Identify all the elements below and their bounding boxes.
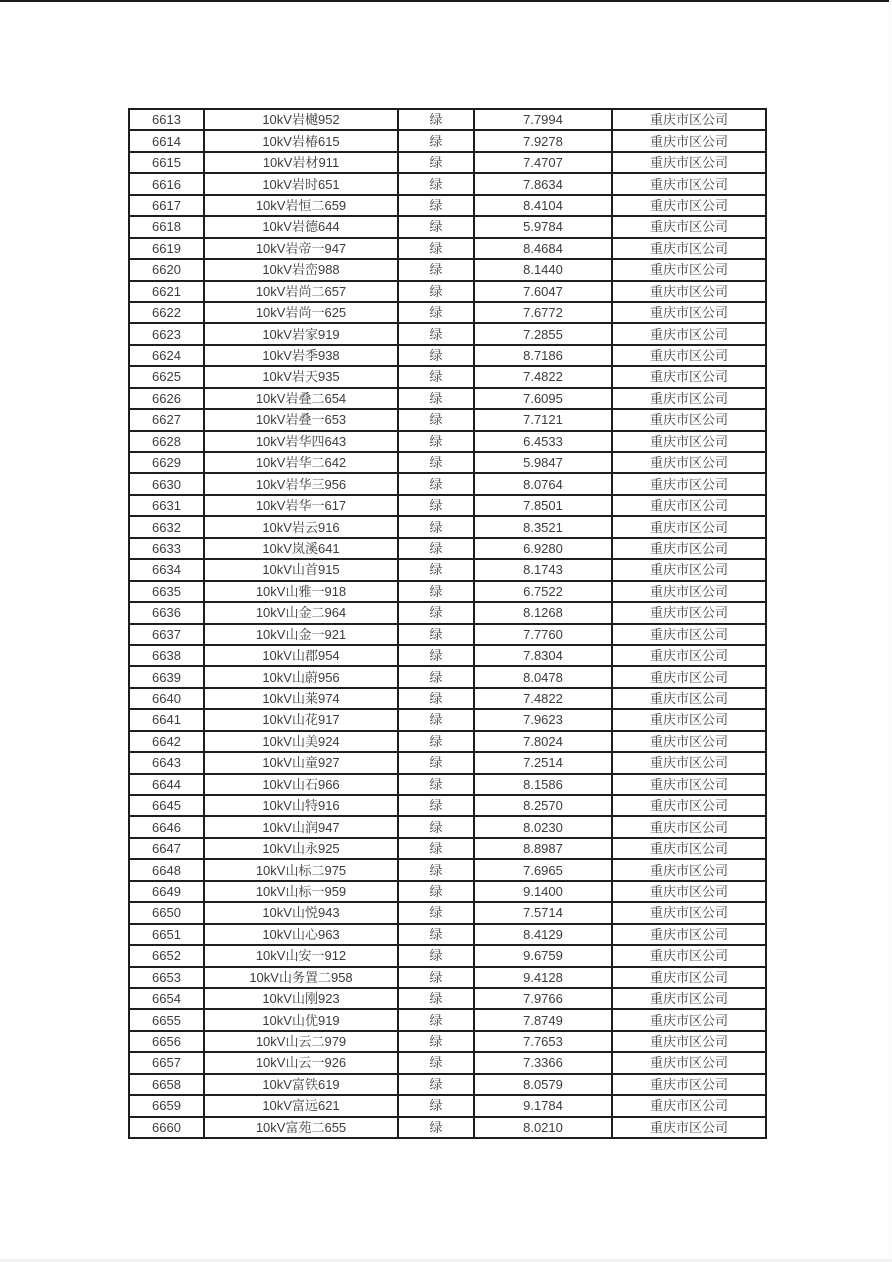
row-id-cell: 6658 — [129, 1074, 204, 1095]
company-cell: 重庆市区公司 — [612, 859, 766, 880]
value-cell: 7.4707 — [474, 152, 612, 173]
line-name-cell: 10kV山标一959 — [204, 881, 398, 902]
line-name-cell: 10kV岩华二642 — [204, 452, 398, 473]
table-row — [129, 452, 766, 473]
row-id-cell: 6628 — [129, 431, 204, 452]
line-name-cell: 10kV山金一921 — [204, 624, 398, 645]
row-id-cell: 6638 — [129, 645, 204, 666]
value-cell: 7.7994 — [474, 109, 612, 130]
value-cell: 5.9847 — [474, 452, 612, 473]
line-name-cell: 10kV岩云916 — [204, 516, 398, 537]
table-row — [129, 559, 766, 580]
table-row — [129, 409, 766, 430]
table-row — [129, 1117, 766, 1138]
value-cell: 8.0579 — [474, 1074, 612, 1095]
value-cell: 7.3366 — [474, 1052, 612, 1073]
status-cell: 绿 — [398, 1117, 474, 1138]
line-name-cell: 10kV岩家919 — [204, 323, 398, 344]
line-name-cell: 10kV岩樾952 — [204, 109, 398, 130]
table-row — [129, 152, 766, 173]
company-cell: 重庆市区公司 — [612, 1117, 766, 1138]
status-cell: 绿 — [398, 173, 474, 194]
company-cell: 重庆市区公司 — [612, 173, 766, 194]
company-cell: 重庆市区公司 — [612, 366, 766, 387]
value-cell: 7.7760 — [474, 624, 612, 645]
company-cell: 重庆市区公司 — [612, 130, 766, 151]
line-name-cell: 10kV山心963 — [204, 924, 398, 945]
table-row — [129, 195, 766, 216]
value-cell: 7.4822 — [474, 688, 612, 709]
value-cell: 7.9623 — [474, 709, 612, 730]
status-cell: 绿 — [398, 345, 474, 366]
value-cell: 7.8304 — [474, 645, 612, 666]
company-cell: 重庆市区公司 — [612, 559, 766, 580]
table-row — [129, 495, 766, 516]
table-row — [129, 709, 766, 730]
row-id-cell: 6623 — [129, 323, 204, 344]
status-cell: 绿 — [398, 881, 474, 902]
row-id-cell: 6640 — [129, 688, 204, 709]
line-name-cell: 10kV岩时651 — [204, 173, 398, 194]
company-cell: 重庆市区公司 — [612, 1074, 766, 1095]
status-cell: 绿 — [398, 645, 474, 666]
feeder-data-table — [128, 108, 767, 1139]
table-row — [129, 581, 766, 602]
line-name-cell: 10kV岩椿615 — [204, 130, 398, 151]
row-id-cell: 6615 — [129, 152, 204, 173]
value-cell: 7.8634 — [474, 173, 612, 194]
status-cell: 绿 — [398, 516, 474, 537]
table-row — [129, 302, 766, 323]
line-name-cell: 10kV岩尚二657 — [204, 281, 398, 302]
line-name-cell: 10kV山莱974 — [204, 688, 398, 709]
line-name-cell: 10kV山郡954 — [204, 645, 398, 666]
line-name-cell: 10kV岩季938 — [204, 345, 398, 366]
company-cell: 重庆市区公司 — [612, 924, 766, 945]
status-cell: 绿 — [398, 581, 474, 602]
row-id-cell: 6632 — [129, 516, 204, 537]
table-row — [129, 1031, 766, 1052]
table-row — [129, 645, 766, 666]
line-name-cell: 10kV山安一912 — [204, 945, 398, 966]
company-cell: 重庆市区公司 — [612, 774, 766, 795]
row-id-cell: 6655 — [129, 1009, 204, 1030]
line-name-cell: 10kV山云二979 — [204, 1031, 398, 1052]
row-id-cell: 6629 — [129, 452, 204, 473]
status-cell: 绿 — [398, 323, 474, 344]
status-cell: 绿 — [398, 752, 474, 773]
line-name-cell: 10kV山特916 — [204, 795, 398, 816]
company-cell: 重庆市区公司 — [612, 238, 766, 259]
table-row — [129, 109, 766, 130]
row-id-cell: 6649 — [129, 881, 204, 902]
row-id-cell: 6633 — [129, 538, 204, 559]
line-name-cell: 10kV岩叠一653 — [204, 409, 398, 430]
line-name-cell: 10kV山首915 — [204, 559, 398, 580]
status-cell: 绿 — [398, 495, 474, 516]
value-cell: 7.7653 — [474, 1031, 612, 1052]
row-id-cell: 6619 — [129, 238, 204, 259]
status-cell: 绿 — [398, 1031, 474, 1052]
value-cell: 9.1400 — [474, 881, 612, 902]
status-cell: 绿 — [398, 388, 474, 409]
table-row — [129, 1009, 766, 1030]
status-cell: 绿 — [398, 1052, 474, 1073]
table-row — [129, 795, 766, 816]
company-cell: 重庆市区公司 — [612, 281, 766, 302]
status-cell: 绿 — [398, 924, 474, 945]
company-cell: 重庆市区公司 — [612, 452, 766, 473]
line-name-cell: 10kV岩天935 — [204, 366, 398, 387]
row-id-cell: 6652 — [129, 945, 204, 966]
row-id-cell: 6622 — [129, 302, 204, 323]
line-name-cell: 10kV岩峦988 — [204, 259, 398, 280]
table-row — [129, 473, 766, 494]
company-cell: 重庆市区公司 — [612, 302, 766, 323]
table-row — [129, 924, 766, 945]
status-cell: 绿 — [398, 945, 474, 966]
value-cell: 8.0478 — [474, 666, 612, 687]
company-cell: 重庆市区公司 — [612, 259, 766, 280]
row-id-cell: 6630 — [129, 473, 204, 494]
table-row — [129, 816, 766, 837]
status-cell: 绿 — [398, 302, 474, 323]
company-cell: 重庆市区公司 — [612, 345, 766, 366]
row-id-cell: 6653 — [129, 967, 204, 988]
row-id-cell: 6651 — [129, 924, 204, 945]
row-id-cell: 6657 — [129, 1052, 204, 1073]
row-id-cell: 6642 — [129, 731, 204, 752]
company-cell: 重庆市区公司 — [612, 945, 766, 966]
line-name-cell: 10kV山标二975 — [204, 859, 398, 880]
status-cell: 绿 — [398, 366, 474, 387]
status-cell: 绿 — [398, 538, 474, 559]
status-cell: 绿 — [398, 838, 474, 859]
row-id-cell: 6643 — [129, 752, 204, 773]
value-cell: 9.6759 — [474, 945, 612, 966]
value-cell: 8.1586 — [474, 774, 612, 795]
status-cell: 绿 — [398, 152, 474, 173]
table-body — [129, 109, 766, 1138]
value-cell: 8.0764 — [474, 473, 612, 494]
status-cell: 绿 — [398, 795, 474, 816]
value-cell: 8.4129 — [474, 924, 612, 945]
company-cell: 重庆市区公司 — [612, 109, 766, 130]
status-cell: 绿 — [398, 195, 474, 216]
company-cell: 重庆市区公司 — [612, 709, 766, 730]
table-row — [129, 859, 766, 880]
company-cell: 重庆市区公司 — [612, 216, 766, 237]
table-row — [129, 431, 766, 452]
table-row — [129, 538, 766, 559]
status-cell: 绿 — [398, 816, 474, 837]
line-name-cell: 10kV岩华四643 — [204, 431, 398, 452]
row-id-cell: 6648 — [129, 859, 204, 880]
line-name-cell: 10kV富苑二655 — [204, 1117, 398, 1138]
row-id-cell: 6656 — [129, 1031, 204, 1052]
status-cell: 绿 — [398, 259, 474, 280]
row-id-cell: 6635 — [129, 581, 204, 602]
line-name-cell: 10kV岩尚一625 — [204, 302, 398, 323]
company-cell: 重庆市区公司 — [612, 795, 766, 816]
table-row — [129, 752, 766, 773]
row-id-cell: 6625 — [129, 366, 204, 387]
line-name-cell: 10kV岚溪641 — [204, 538, 398, 559]
table-row — [129, 1074, 766, 1095]
company-cell: 重庆市区公司 — [612, 1095, 766, 1116]
value-cell: 8.4104 — [474, 195, 612, 216]
table-row — [129, 838, 766, 859]
status-cell: 绿 — [398, 452, 474, 473]
table-row — [129, 516, 766, 537]
status-cell: 绿 — [398, 902, 474, 923]
company-cell: 重庆市区公司 — [612, 624, 766, 645]
company-cell: 重庆市区公司 — [612, 731, 766, 752]
status-cell: 绿 — [398, 216, 474, 237]
line-name-cell: 10kV山云一926 — [204, 1052, 398, 1073]
line-name-cell: 10kV山金二964 — [204, 602, 398, 623]
line-name-cell: 10kV富远621 — [204, 1095, 398, 1116]
row-id-cell: 6616 — [129, 173, 204, 194]
value-cell: 7.6047 — [474, 281, 612, 302]
row-id-cell: 6618 — [129, 216, 204, 237]
company-cell: 重庆市区公司 — [612, 538, 766, 559]
status-cell: 绿 — [398, 602, 474, 623]
line-name-cell: 10kV山润947 — [204, 816, 398, 837]
company-cell: 重庆市区公司 — [612, 602, 766, 623]
row-id-cell: 6660 — [129, 1117, 204, 1138]
company-cell: 重庆市区公司 — [612, 838, 766, 859]
table-row — [129, 216, 766, 237]
row-id-cell: 6659 — [129, 1095, 204, 1116]
line-name-cell: 10kV山刚923 — [204, 988, 398, 1009]
company-cell: 重庆市区公司 — [612, 1009, 766, 1030]
table-row — [129, 967, 766, 988]
value-cell: 8.7186 — [474, 345, 612, 366]
table-row — [129, 624, 766, 645]
line-name-cell: 10kV山永925 — [204, 838, 398, 859]
line-name-cell: 10kV山蔚956 — [204, 666, 398, 687]
company-cell: 重庆市区公司 — [612, 752, 766, 773]
status-cell: 绿 — [398, 988, 474, 1009]
status-cell: 绿 — [398, 130, 474, 151]
line-name-cell: 10kV岩恒二659 — [204, 195, 398, 216]
row-id-cell: 6621 — [129, 281, 204, 302]
status-cell: 绿 — [398, 1009, 474, 1030]
table-row — [129, 130, 766, 151]
table-row — [129, 259, 766, 280]
company-cell: 重庆市区公司 — [612, 967, 766, 988]
status-cell: 绿 — [398, 409, 474, 430]
value-cell: 7.8024 — [474, 731, 612, 752]
table-row — [129, 688, 766, 709]
table-row — [129, 388, 766, 409]
company-cell: 重庆市区公司 — [612, 495, 766, 516]
company-cell: 重庆市区公司 — [612, 881, 766, 902]
value-cell: 7.7121 — [474, 409, 612, 430]
line-name-cell: 10kV山美924 — [204, 731, 398, 752]
status-cell: 绿 — [398, 774, 474, 795]
table-row — [129, 281, 766, 302]
table-row — [129, 366, 766, 387]
status-cell: 绿 — [398, 666, 474, 687]
row-id-cell: 6627 — [129, 409, 204, 430]
status-cell: 绿 — [398, 688, 474, 709]
value-cell: 7.5714 — [474, 902, 612, 923]
line-name-cell: 10kV岩华三956 — [204, 473, 398, 494]
value-cell: 7.2514 — [474, 752, 612, 773]
page-top-edge — [0, 0, 892, 2]
status-cell: 绿 — [398, 281, 474, 302]
value-cell: 8.8987 — [474, 838, 612, 859]
value-cell: 8.1743 — [474, 559, 612, 580]
line-name-cell: 10kV山悦943 — [204, 902, 398, 923]
row-id-cell: 6644 — [129, 774, 204, 795]
row-id-cell: 6636 — [129, 602, 204, 623]
value-cell: 8.1268 — [474, 602, 612, 623]
table-row — [129, 945, 766, 966]
company-cell: 重庆市区公司 — [612, 516, 766, 537]
row-id-cell: 6646 — [129, 816, 204, 837]
row-id-cell: 6624 — [129, 345, 204, 366]
status-cell: 绿 — [398, 431, 474, 452]
company-cell: 重庆市区公司 — [612, 988, 766, 1009]
value-cell: 8.1440 — [474, 259, 612, 280]
value-cell: 9.1784 — [474, 1095, 612, 1116]
table-row — [129, 323, 766, 344]
line-name-cell: 10kV山花917 — [204, 709, 398, 730]
status-cell: 绿 — [398, 859, 474, 880]
value-cell: 7.8501 — [474, 495, 612, 516]
table-row — [129, 666, 766, 687]
value-cell: 8.4684 — [474, 238, 612, 259]
table-row — [129, 173, 766, 194]
row-id-cell: 6650 — [129, 902, 204, 923]
line-name-cell: 10kV山优919 — [204, 1009, 398, 1030]
company-cell: 重庆市区公司 — [612, 581, 766, 602]
line-name-cell: 10kV山务置二958 — [204, 967, 398, 988]
status-cell: 绿 — [398, 1095, 474, 1116]
status-cell: 绿 — [398, 109, 474, 130]
value-cell: 8.2570 — [474, 795, 612, 816]
row-id-cell: 6613 — [129, 109, 204, 130]
status-cell: 绿 — [398, 731, 474, 752]
value-cell: 7.6772 — [474, 302, 612, 323]
company-cell: 重庆市区公司 — [612, 666, 766, 687]
value-cell: 7.8749 — [474, 1009, 612, 1030]
row-id-cell: 6654 — [129, 988, 204, 1009]
value-cell: 6.9280 — [474, 538, 612, 559]
company-cell: 重庆市区公司 — [612, 323, 766, 344]
row-id-cell: 6634 — [129, 559, 204, 580]
status-cell: 绿 — [398, 473, 474, 494]
table-row — [129, 238, 766, 259]
line-name-cell: 10kV岩德644 — [204, 216, 398, 237]
row-id-cell: 6626 — [129, 388, 204, 409]
table-row — [129, 774, 766, 795]
value-cell: 8.3521 — [474, 516, 612, 537]
table-row — [129, 345, 766, 366]
company-cell: 重庆市区公司 — [612, 409, 766, 430]
status-cell: 绿 — [398, 238, 474, 259]
table-row — [129, 1052, 766, 1073]
status-cell: 绿 — [398, 624, 474, 645]
company-cell: 重庆市区公司 — [612, 152, 766, 173]
value-cell: 6.4533 — [474, 431, 612, 452]
value-cell: 7.2855 — [474, 323, 612, 344]
line-name-cell: 10kV岩叠二654 — [204, 388, 398, 409]
company-cell: 重庆市区公司 — [612, 195, 766, 216]
value-cell: 7.6095 — [474, 388, 612, 409]
company-cell: 重庆市区公司 — [612, 473, 766, 494]
row-id-cell: 6631 — [129, 495, 204, 516]
line-name-cell: 10kV岩华一617 — [204, 495, 398, 516]
row-id-cell: 6639 — [129, 666, 204, 687]
row-id-cell: 6645 — [129, 795, 204, 816]
row-id-cell: 6647 — [129, 838, 204, 859]
status-cell: 绿 — [398, 967, 474, 988]
table-row — [129, 731, 766, 752]
row-id-cell: 6637 — [129, 624, 204, 645]
company-cell: 重庆市区公司 — [612, 688, 766, 709]
table-row — [129, 1095, 766, 1116]
status-cell: 绿 — [398, 709, 474, 730]
company-cell: 重庆市区公司 — [612, 431, 766, 452]
line-name-cell: 10kV岩帝一947 — [204, 238, 398, 259]
value-cell: 7.6965 — [474, 859, 612, 880]
company-cell: 重庆市区公司 — [612, 388, 766, 409]
status-cell: 绿 — [398, 559, 474, 580]
status-cell: 绿 — [398, 1074, 474, 1095]
value-cell: 7.9766 — [474, 988, 612, 1009]
line-name-cell: 10kV山童927 — [204, 752, 398, 773]
line-name-cell: 10kV富铁619 — [204, 1074, 398, 1095]
value-cell: 8.0230 — [474, 816, 612, 837]
value-cell: 7.9278 — [474, 130, 612, 151]
row-id-cell: 6641 — [129, 709, 204, 730]
value-cell: 6.7522 — [474, 581, 612, 602]
value-cell: 5.9784 — [474, 216, 612, 237]
table-row — [129, 881, 766, 902]
row-id-cell: 6614 — [129, 130, 204, 151]
line-name-cell: 10kV岩材911 — [204, 152, 398, 173]
value-cell: 9.4128 — [474, 967, 612, 988]
company-cell: 重庆市区公司 — [612, 902, 766, 923]
company-cell: 重庆市区公司 — [612, 1052, 766, 1073]
company-cell: 重庆市区公司 — [612, 816, 766, 837]
value-cell: 7.4822 — [474, 366, 612, 387]
table-row — [129, 988, 766, 1009]
company-cell: 重庆市区公司 — [612, 645, 766, 666]
line-name-cell: 10kV山雅一918 — [204, 581, 398, 602]
row-id-cell: 6620 — [129, 259, 204, 280]
table-row — [129, 602, 766, 623]
value-cell: 8.0210 — [474, 1117, 612, 1138]
company-cell: 重庆市区公司 — [612, 1031, 766, 1052]
row-id-cell: 6617 — [129, 195, 204, 216]
line-name-cell: 10kV山石966 — [204, 774, 398, 795]
table-row — [129, 902, 766, 923]
